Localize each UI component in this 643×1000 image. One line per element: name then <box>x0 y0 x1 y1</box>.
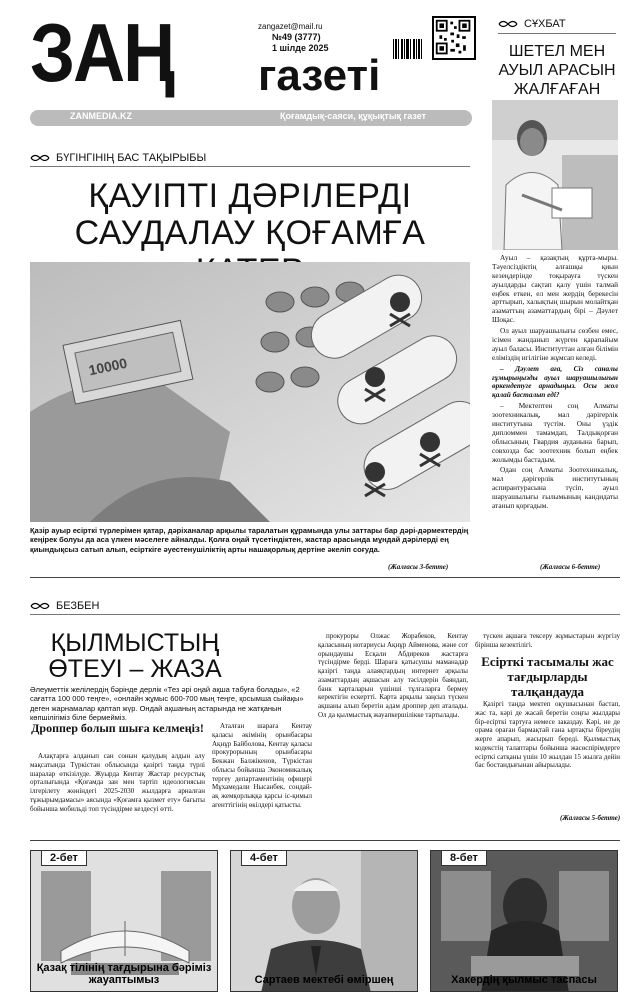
bezben-paragraph: түскен ақшаға тексеру жұмыстарын жүргізу бірінша кезектілігі. <box>475 632 620 649</box>
top-story-caption: Қазір ауыр есірткі түрлерімен қатар, дәріханалар арқылы таралатын құрамында улы заттары бар дәрі-дәрмектердің кеңірек болуы да аса үлкен мәселеге айналды. Қолға оңай түсетіндіктен, жастар арасында мұндай дәрілерді ең қиындықсыз сатып алып, есірткіге әуестенушіліктің арты нашақорлық дертіне әкеліп соғуда. <box>30 526 469 554</box>
teaser-page-badge: 8-бет <box>441 850 487 866</box>
teaser-page-4[interactable] <box>230 850 418 992</box>
interview-paragraph: Ол ауыл шаруашылығы сөзбен емес, ісімен жанданып жүрген қарапайым ауыл баласы. Институттан алған білімін еліміздің игілігіне жұмсап келеді. <box>492 326 618 362</box>
hacker-image <box>431 851 618 992</box>
interview-paragraph: Ауыл – қазақтың құрта-мыры. Тәуелсіздіктің алғашқы қиын кезеңдерінде тоқырауға түскен ауылдарды сақтап қалу үшін талмай еңбек еткен, ел мен жердің берекесін арттырып, халықтың шырын молайтқан азаматтың азаматтардың бірі – Дәулет Шоқас. <box>492 253 618 325</box>
issue-number: №49 (3777) <box>272 32 321 42</box>
bezben-paragraph: Қазіргі таңда мектеп оқушысынан бастап, жас та, кәрі де жасай беретін соңғы жылдары бір-есірткі тартуға немесе заказдау. Кәрі, не де орама ораған бармақтай ғана ыртақты біреудің жерге апарып, жасырып береді. Қылмыстық кодекстің талаптары бойынша жасөспірімдерге есірткі сатқаны үшін 10 жылдан 15 жылға дейін бас бостандығынан айырылады. <box>475 700 620 770</box>
bezben-column <box>475 632 620 650</box>
bezben-paragraph: Алақтарға алданып сан сонын қалудың алдын алу мақсатында Түркістан облысында қазіргі таңда түрлі шаралар өткізілуде. Жуырда Кентау Жастар ресурстық орталығында «Қоғамда зан мен тәртіп идеологиясын ілгерілету жөніндегі 2025-2030 жылдарға арналған тұжырымдамасы» аясында «Қоғамға қызмет ету» бағыты бойынша мобильді топ түсіндірме кездесуі өтті. <box>30 752 205 813</box>
ornament-icon <box>30 601 50 611</box>
teaser-caption: Сартаев мектебі өміршең <box>254 974 394 987</box>
bezben-paragraph: прокуроры Олжас Жорабеков, Кентау қаласының нотариусы Ақнұр Айменова, және сот орындаушы Есқали Абдиреков жастарға түсіндірме берді. Шараға қатысушы маманадар қазіргі таңда алаяқтардың интернет арқылы азаматтардың ақшасын алу тәсілдерін баяндап, банк карталарын үшінші тұлғаларға бермеу керектігін ескертті. Карта арқылы заңсыз түскен ақшаны алып беретін адам дроппер деп аталады. Ол да қылмыстық жауапкершілікке тартылады. <box>318 632 468 719</box>
bezben-column <box>212 722 312 810</box>
divider <box>30 840 620 841</box>
teaser-page-8[interactable] <box>430 850 618 992</box>
barcode-icon <box>392 38 424 64</box>
divider <box>30 166 470 167</box>
bezben-column <box>475 700 620 770</box>
issue-date: 1 шілде 2025 <box>272 42 329 53</box>
interview-paragraph: Одан соң Алматы Зоотехникалық, мал дәрігерлік институтының аспирантурасына түсіп, ауыл шаруашылығы ғылымының кандидаты атанып қорғадым. <box>492 465 618 511</box>
teaser-page-badge: 2-бет <box>41 850 87 866</box>
top-story-section-label <box>30 152 206 164</box>
interview-question: – Дәулет аға, Сіз саналы ғұмырыңызды ауыл шаруашылығын өркендетуге арнадыңыз. Осы жол қалай басталып еді? <box>492 363 618 400</box>
interview-continued[interactable]: (Жалғасы 6-бетте) <box>540 563 601 571</box>
interview-paragraph: – Мектептен соң Алматы зоотехникалық, мал дәрігерлік институтына түстім. Оны үздік дипломмен тамамдап, Талдықорған облысының Гвардия ауданына барып, совхозда бас зоотехник болып еңбек жолымды бастадым. <box>492 401 618 464</box>
interview-section-text: СҰХБАТ <box>524 18 566 30</box>
bezben-subhead: Есірткі тасымалы жас тағдырларды талқандауда <box>481 654 614 699</box>
teaser-caption: Хакердің қылмыс таспасы <box>451 974 597 987</box>
qr-code-icon[interactable] <box>432 16 476 60</box>
masthead-tagline: Қоғамдық-саяси, құқықтық газет <box>280 111 427 121</box>
interview-body <box>492 254 618 513</box>
bezben-column <box>30 752 205 813</box>
interview-section-label <box>498 18 566 30</box>
teaser-caption: Қазақ тілінің тағдырына бәріміз жауаптымыз <box>36 961 212 987</box>
bezben-continued[interactable]: (Жалғасы 5-бетте) <box>560 814 621 822</box>
top-story-section-text: БҮГІНГІНІҢ БАС ТАҚЫРЫБЫ <box>56 152 207 164</box>
headline-line: ҚАУІПТІ ДӘРІЛЕРДІ <box>88 177 412 215</box>
site-url[interactable]: ZANMEDIA.KZ <box>70 111 132 121</box>
bezben-subhead: Дроппер болып шыға келмеңіз! <box>31 721 204 735</box>
teaser-page-badge: 4-бет <box>241 850 287 866</box>
masthead-email[interactable]: zangazet@mail.ru <box>258 22 323 31</box>
bezben-paragraph: Аталған шараға Кентау қаласы әкімінің орынбасары Ақнұр Байболова, Кентау қаласы прокурорының орынбасары Бекжан Балжікенов, Түркістан облысы бойынша Экономикалық тергеу департаментінің офицері Мұхамедали Нысанбек, сондай-ақ жемқорлыққа қарсы іс-қимыл агенттігінің өкілдері қатысты. <box>212 722 312 809</box>
ornament-icon <box>30 153 50 163</box>
teaser-page-2[interactable] <box>30 850 218 992</box>
interview-title[interactable]: ШЕТЕЛ МЕН АУЫЛ АРАСЫН ЖАЛҒАҒАН <box>498 43 616 99</box>
divider <box>30 577 620 578</box>
portrait-image <box>231 851 418 992</box>
ornament-icon <box>498 19 518 29</box>
divider <box>498 33 616 34</box>
masthead-gazeti: газеті <box>258 51 381 100</box>
masthead-logo[interactable]: ЗАҢ <box>30 7 174 100</box>
divider <box>30 614 620 615</box>
bezben-column <box>318 632 468 720</box>
bezben-title[interactable]: ҚЫЛМЫСТЫҢ ӨТЕУІ – ЖАЗА <box>48 629 222 684</box>
svg-text:10000: 10000 <box>87 354 129 379</box>
masthead-issue <box>272 32 328 54</box>
bezben-section-label <box>30 600 99 612</box>
top-story-photo[interactable] <box>30 262 470 522</box>
top-story-continued[interactable]: (Жалғасы 3-бетте) <box>388 563 449 571</box>
interview-portrait[interactable] <box>492 100 618 250</box>
bezben-section-text: БЕЗБЕН <box>56 600 100 612</box>
bezben-lead: Әлеуметтік желілердің бәрінде дерлік «Тез әрі оңай ақша табуға болады», «2 сағатта 100 000 теңге», «онлайн жұмыс 600-700 мың теңге, қосымша сыйақы» деген жарнамалар қаптап жүр. Ондай ақшаның астарында не жатқанын көпшілігіміз біле бермейміз. <box>30 685 304 723</box>
headline-line: САУДАЛАУ ҚОҒАМҒА <box>74 214 426 253</box>
